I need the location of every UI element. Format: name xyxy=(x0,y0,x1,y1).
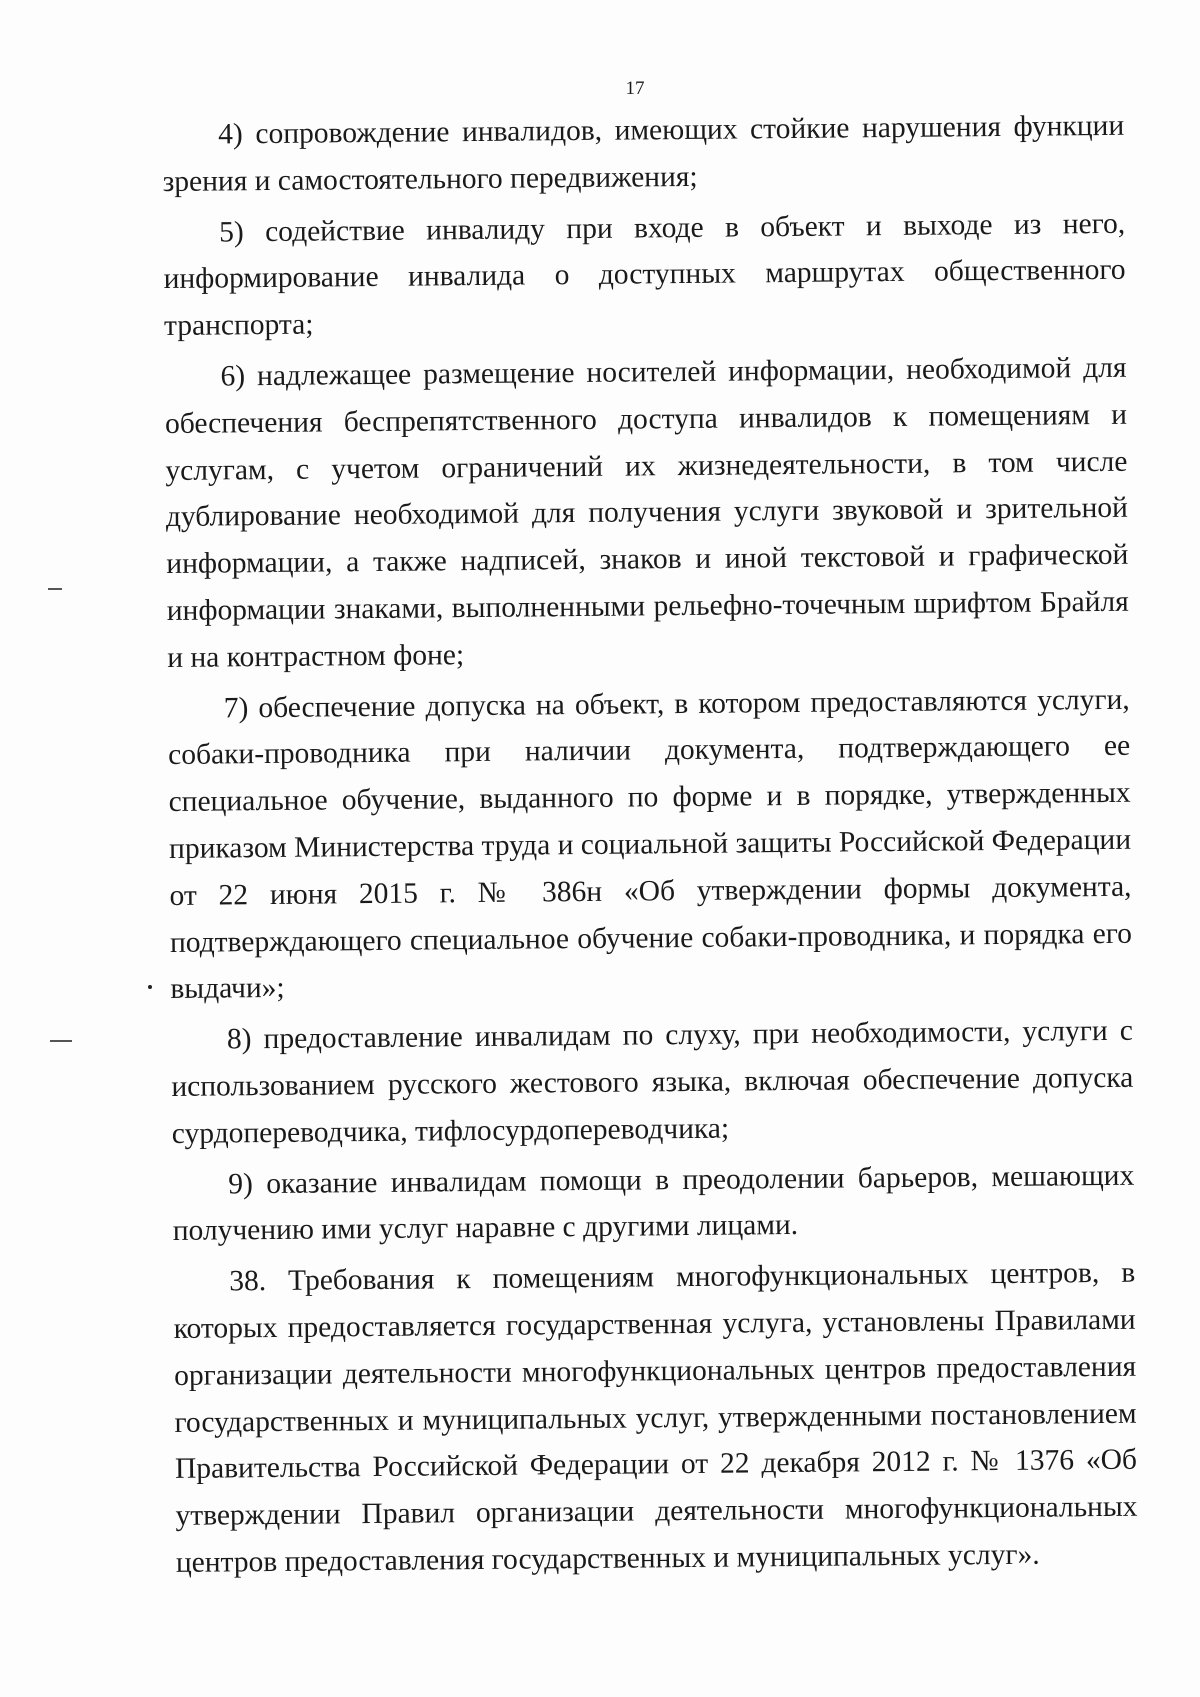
paragraph-item-8: 8) предоставление инвалидам по слуху, при необходимости, услуги с использованием русского жестового языка, включая обеспечение допуска сурдопереводчика, тифлосурдопереводчика; xyxy=(171,1014,1134,1150)
scan-margin-mark xyxy=(50,1040,72,1042)
paragraph-item-5: 5) содействие инвалиду при входе в объект и выходе из него, информирование инвалида о доступных маршрутах общественного транспорта; xyxy=(163,207,1126,343)
paragraph-item-4: 4) сопровождение инвалидов, имеющих стойкие нарушения функции зрения и самостоятельного передвижения; xyxy=(162,109,1125,198)
scan-margin-mark xyxy=(48,588,62,590)
document-body xyxy=(162,103,1138,1591)
paragraph-item-9: 9) оказание инвалидам помощи в преодолении барьеров, мешающих получению ими услуг наравне с другими лицами. xyxy=(172,1159,1135,1248)
paragraph-item-7: 7) обеспечение допуска на объект, в котором предоставляются услуги, собаки-проводника при наличии документа, подтверждающего ее специальное обучение, выданного по форме и в порядке, утвержденных приказом Министерства труда и социальной защиты Российской Федерации от 22 июня 2015 г. № 386н «Об утверждении формы документа, подтверждающего специальное обучение собаки-проводника, и порядка его выдачи»; xyxy=(168,683,1133,1006)
paragraph-item-6: 6) надлежащее размещение носителей информации, необходимой для обеспечения беспрепятственного доступа инвалидов к помещениям и услугам, с учетом ограничений их жизнедеятельности, в том числе дублирование необходимой для получения услуги звуковой и зрительной информации, а также надписей, знаков и иной текстовой и графической информации знаками, выполненными рельефно-точечным шрифтом Брайля и на контрастном фоне; xyxy=(164,351,1129,674)
paragraph-section-38: 38. Требования к помещениям многофункциональных центров, в которых предоставляется государственная услуга, установлены Правилами организации деятельности многофункциональных центров предоставления государственных и муниципальных услуг, утвержденными постановлением Правительства Российской Федерации от 22 декабря 2012 г. № 1376 «Об утверждении Правил организации деятельности многофункциональных центров предоставления государственных и муниципальных услуг». xyxy=(173,1256,1138,1579)
scan-margin-dot xyxy=(148,985,152,989)
page-number: 17 xyxy=(625,78,645,99)
